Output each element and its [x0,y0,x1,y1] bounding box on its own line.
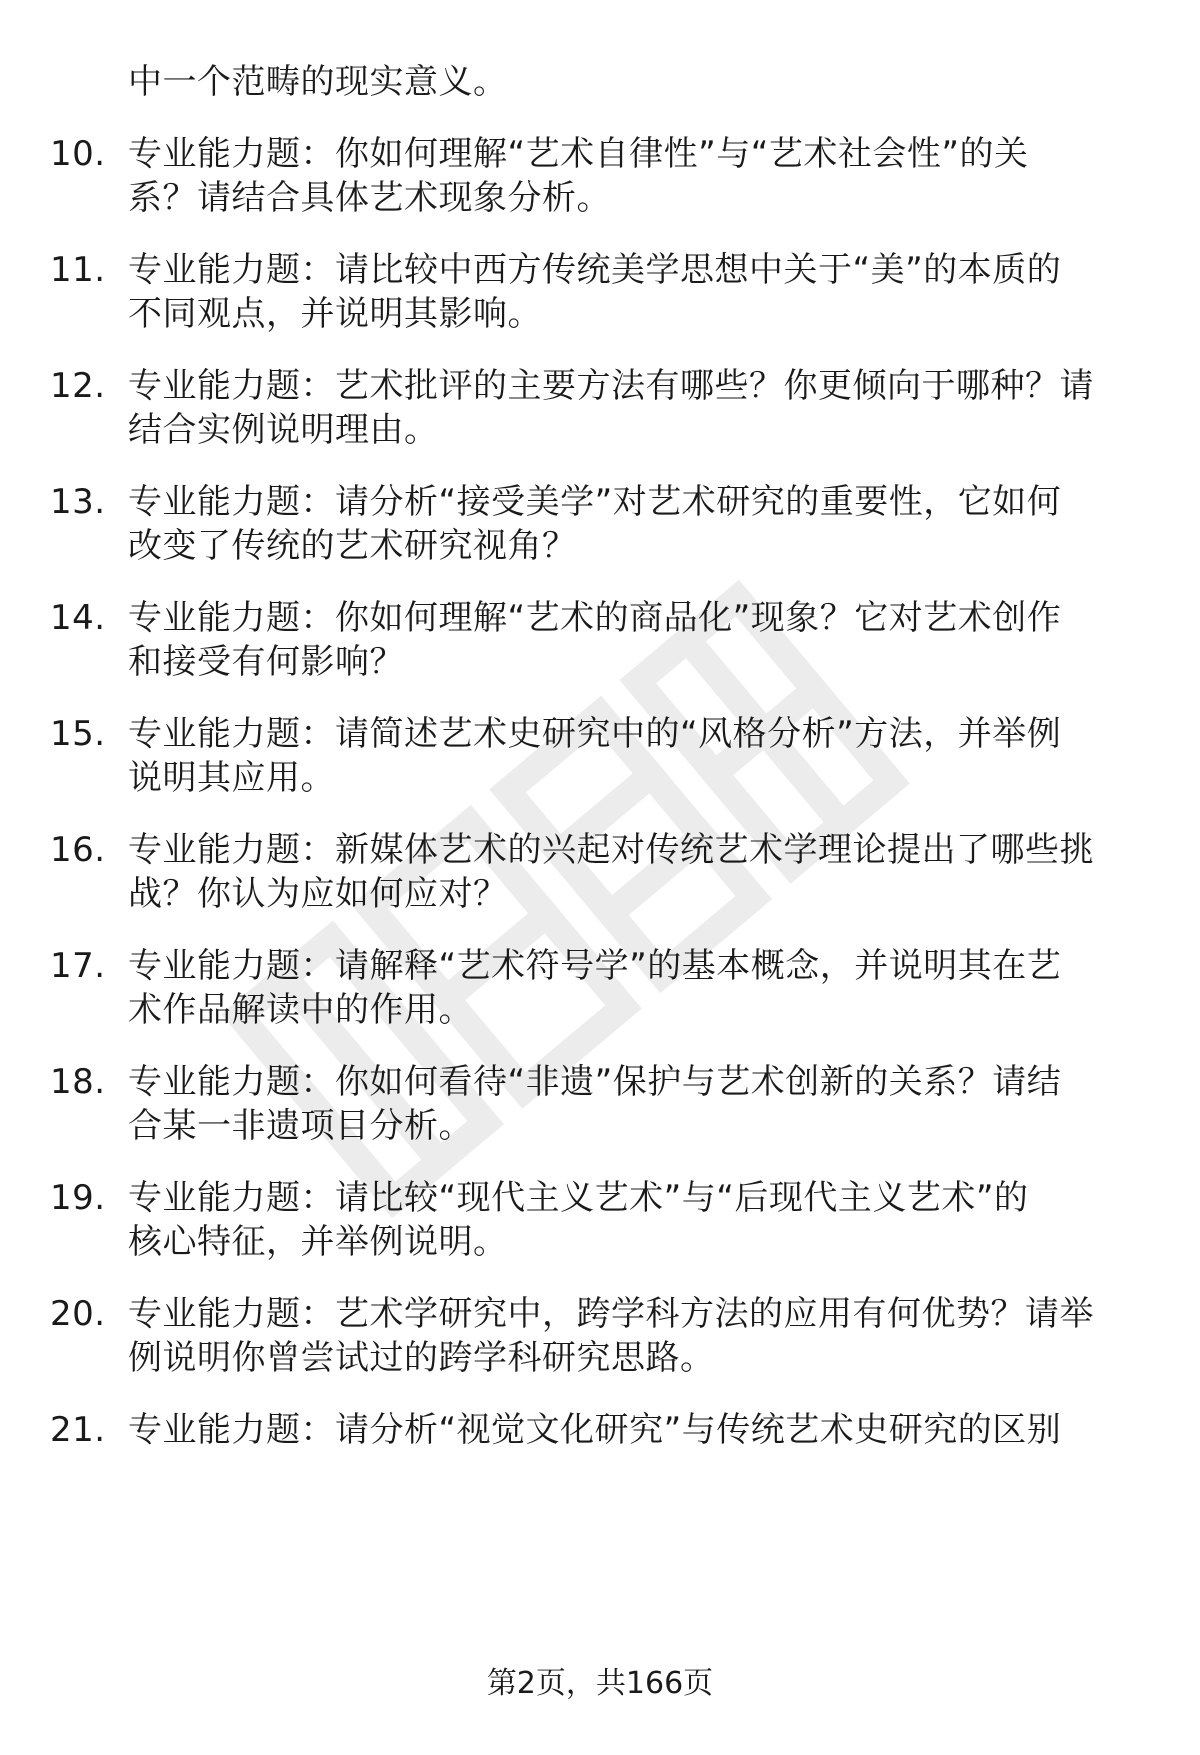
item-number: 18. [50,1062,106,1102]
item-number: 16. [50,830,106,870]
item-text-line: 不同观点，并说明其影响。 [128,294,542,334]
item-text-line: 合某一非遗项目分析。 [128,1106,473,1146]
item-text-line: 系？请结合具体艺术现象分析。 [128,178,611,218]
item-text-line: 改变了传统的艺术研究视角？ [128,526,577,566]
item-text-line: 结合实例说明理由。 [128,410,439,450]
continuation-text: 中一个范畴的现实意义。 [128,62,508,102]
item-text-line: 例说明你曾尝试过的跨学科研究思路。 [128,1338,715,1378]
item-text-line: 战？你认为应如何应对？ [128,874,508,914]
item-text-line: 说明其应用。 [128,758,335,798]
item-number: 11. [50,250,106,290]
item-number: 21. [50,1410,106,1450]
item-text-line: 专业能力题：你如何理解“艺术的商品化”现象？它对艺术创作 [128,598,1062,638]
item-number: 10. [50,134,106,174]
item-number: 19. [50,1178,106,1218]
item-text-line: 专业能力题：你如何看待“非遗”保护与艺术创新的关系？请结 [128,1062,1062,1102]
item-text-line: 专业能力题：你如何理解“艺术自律性”与“艺术社会性”的关 [128,134,1029,174]
item-number: 20. [50,1294,106,1334]
page-footer: 第2页，共166页 [486,1666,714,1701]
item-number: 15. [50,714,106,754]
item-text-line: 专业能力题：请解释“艺术符号学”的基本概念，并说明其在艺 [128,946,1062,986]
item-text-line: 核心特征，并举例说明。 [128,1222,508,1262]
item-text-line: 专业能力题：请比较“现代主义艺术”与“后现代主义艺术”的 [128,1178,1029,1218]
item-text-line: 专业能力题：请分析“接受美学”对艺术研究的重要性，它如何 [128,482,1062,522]
item-text-line: 专业能力题：请分析“视觉文化研究”与传统艺术史研究的区别 [128,1410,1062,1450]
item-text-line: 专业能力题：艺术批评的主要方法有哪些？你更倾向于哪种？请 [128,366,1094,406]
item-number: 12. [50,366,106,406]
item-text-line: 专业能力题：请比较中西方传统美学思想中关于“美”的本质的 [128,250,1062,290]
item-number: 17. [50,946,106,986]
item-text-line: 专业能力题：艺术学研究中，跨学科方法的应用有何优势？请举 [128,1294,1094,1334]
item-text-line: 术作品解读中的作用。 [128,990,473,1030]
item-text-line: 专业能力题：请简述艺术史研究中的“风格分析”方法，并举例 [128,714,1062,754]
item-text-line: 专业能力题：新媒体艺术的兴起对传统艺术学理论提出了哪些挑 [128,830,1094,870]
item-text-line: 和接受有何影响？ [128,642,404,682]
item-number: 13. [50,482,106,522]
item-number: 14. [50,598,106,638]
